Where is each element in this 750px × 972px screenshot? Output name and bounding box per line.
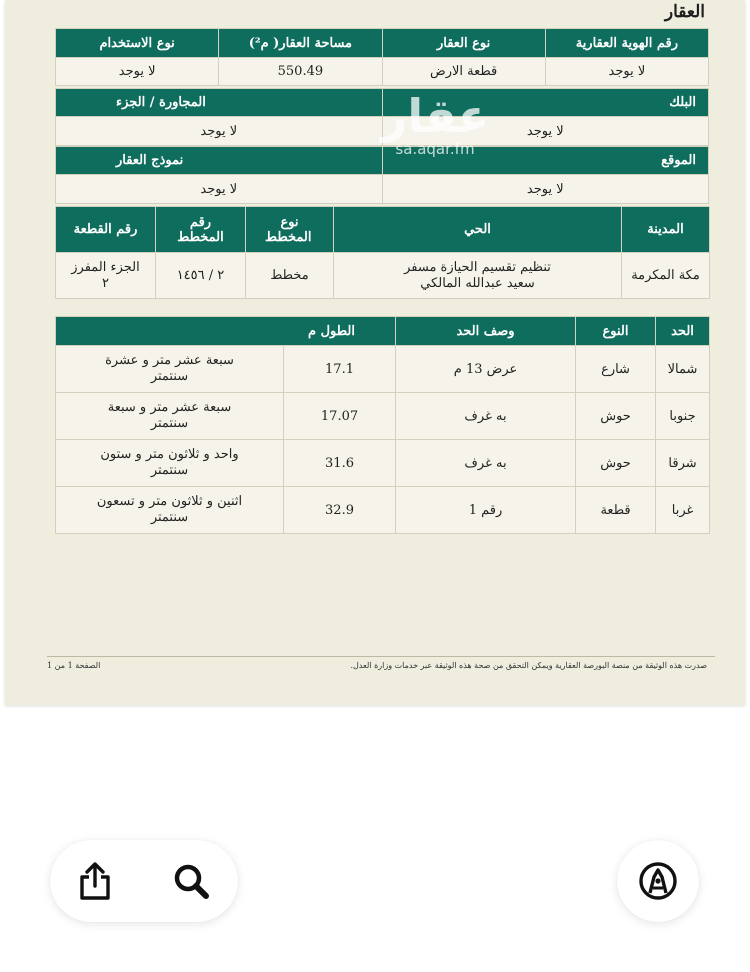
share-icon <box>74 860 116 902</box>
location-table <box>55 146 709 204</box>
header-boundary: الحد <box>656 317 710 346</box>
boundary-direction: غربا <box>656 487 710 534</box>
header-length: الطول م <box>56 317 396 346</box>
value-property-id: لا يوجد <box>545 58 708 86</box>
header-plot-number: رقم القطعة <box>56 207 156 253</box>
value-plot-number: الجزء المفرز ٢ <box>56 253 156 299</box>
value-property-model: لا يوجد <box>56 175 383 204</box>
document-page <box>5 0 745 705</box>
header-neighborhood-part: المجاورة / الجزء <box>56 89 383 117</box>
watermark-logo: عقار <box>380 89 490 143</box>
markup-pen-icon <box>636 859 680 903</box>
boundaries-table <box>55 316 710 534</box>
value-location: لا يوجد <box>382 175 709 204</box>
boundary-description: عرض 13 م <box>396 346 576 393</box>
value-district: تنظيم تقسيم الحيازة مسفر سعيد عبدالله المالكي <box>334 253 622 299</box>
share-search-group <box>50 840 238 922</box>
boundary-type: حوش <box>576 440 656 487</box>
header-property-type: نوع العقار <box>382 29 545 58</box>
boundary-type: قطعة <box>576 487 656 534</box>
boundary-description: به غرف <box>396 440 576 487</box>
header-usage-type: نوع الاستخدام <box>56 29 219 58</box>
table-row <box>56 393 710 440</box>
watermark-url: sa.aqar.fm <box>395 140 475 158</box>
boundary-direction: شرقا <box>656 440 710 487</box>
property-table <box>55 28 709 86</box>
markup-button[interactable] <box>617 840 699 922</box>
boundary-direction: شمالا <box>656 346 710 393</box>
header-property-id: رقم الهوية العقارية <box>545 29 708 58</box>
footer-note: صدرت هذه الوثيقة من منصة البورصة العقارية ويمكن التحقق من صحة هذه الوثيقة عبر خدمات وزارة العدل. <box>350 661 707 670</box>
header-city: المدينة <box>622 207 710 253</box>
header-plan-type: نوع المخطط <box>246 207 334 253</box>
footer-divider <box>47 656 715 657</box>
header-district: الحي <box>334 207 622 253</box>
boundary-description: به غرف <box>396 393 576 440</box>
page-indicator: الصفحة 1 من 1 <box>47 661 101 670</box>
boundary-type: حوش <box>576 393 656 440</box>
city-table <box>55 206 710 299</box>
boundary-length-text: واحد و ثلاثون متر و ستون سنتمتر <box>56 440 284 487</box>
boundary-length: 17.07 <box>284 393 396 440</box>
table-row <box>56 440 710 487</box>
boundary-type: شارع <box>576 346 656 393</box>
table-row <box>56 346 710 393</box>
header-block: البلك <box>382 89 709 117</box>
header-property-model: نموذج العقار <box>56 147 383 175</box>
value-property-type: قطعة الارض <box>382 58 545 86</box>
boundary-length-text: اثنين و ثلاثون متر و تسعون سنتمتر <box>56 487 284 534</box>
header-location: الموقع <box>382 147 709 175</box>
value-plan-number: ٢ / ١٤٥٦ <box>156 253 246 299</box>
boundary-length: 32.9 <box>284 487 396 534</box>
header-plan-number: رقم المخطط <box>156 207 246 253</box>
value-block: لا يوجد <box>382 117 709 146</box>
document-title: العقار <box>664 2 705 22</box>
value-property-area: 550.49 <box>219 58 382 86</box>
header-property-area: مساحة العقار( م²) <box>219 29 382 58</box>
boundary-description: رقم 1 <box>396 487 576 534</box>
search-icon <box>170 860 214 902</box>
block-table <box>55 88 709 146</box>
boundary-direction: جنوبا <box>656 393 710 440</box>
value-plan-type: مخطط <box>246 253 334 299</box>
boundary-length: 31.6 <box>284 440 396 487</box>
boundary-length-text: سبعة عشر متر و سبعة سنتمتر <box>56 393 284 440</box>
header-boundary-type: النوع <box>576 317 656 346</box>
boundary-length: 17.1 <box>284 346 396 393</box>
boundary-length-text: سبعة عشر متر و عشرة سنتمتر <box>56 346 284 393</box>
header-boundary-description: وصف الحد <box>396 317 576 346</box>
value-city: مكة المكرمة <box>622 253 710 299</box>
value-neighborhood-part: لا يوجد <box>56 117 383 146</box>
search-button[interactable] <box>170 860 214 902</box>
value-usage-type: لا يوجد <box>56 58 219 86</box>
table-row <box>56 487 710 534</box>
share-button[interactable] <box>74 860 116 902</box>
